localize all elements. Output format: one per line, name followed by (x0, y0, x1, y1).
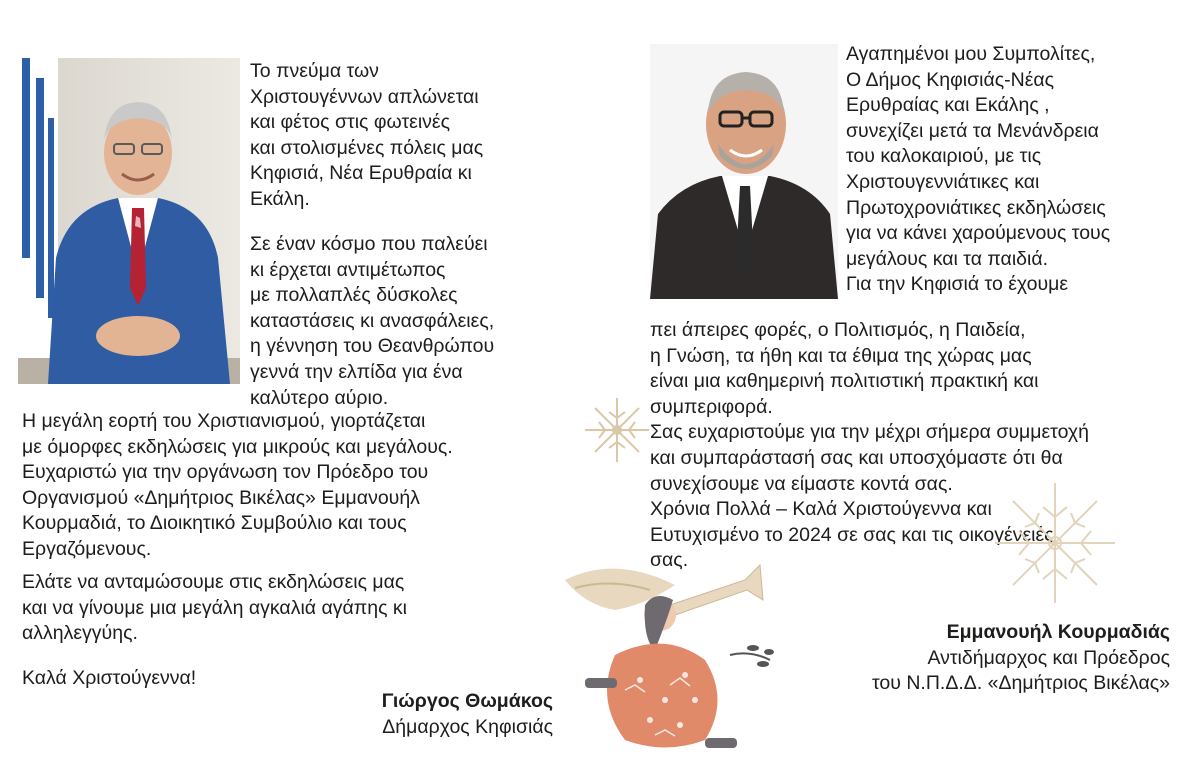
text-line: Αγαπημένοι μου Συμπολίτες, (846, 43, 1096, 65)
text-line: Η μεγάλη εορτή του Χριστιανισμού, γιορτάζεται (22, 410, 426, 432)
mayor-photo (18, 58, 240, 384)
text-line: και να γίνουμε μια μεγάλη αγκαλιά αγάπης κι (22, 596, 407, 619)
text-line: αλληλεγγύης. (22, 622, 138, 645)
angel-illustration (555, 560, 785, 750)
text-line: συμπεριφορά. (650, 395, 773, 418)
text-line: καλύτερο αύριο. (250, 386, 389, 409)
text-line: για να κάνει χαρούμενους τους (846, 222, 1111, 245)
text-line: Κουρμαδιά, το Διοικητικό Συμβούλιο και τους (22, 512, 407, 535)
text-line: Το πνεύμα των (250, 60, 379, 82)
vice-mayor-title-line1: Αντιδήμαρχος και Πρόεδρος (927, 646, 1170, 669)
mayor-portrait-illustration (18, 58, 240, 384)
snowflake-icon (582, 395, 652, 465)
text-line: Ελάτε να ανταμώσουμε στις εκδηλώσεις μας (22, 571, 405, 593)
text-line: κι έρχεται αντιμέτωπος (250, 258, 446, 281)
text-line: Χριστουγεννιάτικες και (846, 170, 1040, 193)
text-line: Ευτυχισμένο το 2024 σε σας και τις οικογένειές (650, 523, 1054, 546)
text-line: συνεχίζει μετά τα Μενάνδρεια (846, 119, 1099, 142)
left-world-paragraph (250, 232, 494, 411)
mayor-title: Δήμαρχος Κηφισιάς (382, 715, 553, 738)
text-line: με πολλαπλές δύσκολες (250, 284, 458, 307)
text-line: και συμπαράστασή σας και υποσχόμαστε ότι θα (650, 446, 1063, 469)
text-line: Σε έναν κόσμο που παλεύει (250, 233, 488, 255)
text-line: Εργαζόμενους. (22, 537, 152, 560)
text-line: Για την Κηφισιά το έχουμε (846, 273, 1069, 296)
text-line: Πρωτοχρονιάτικες εκδηλώσεις (846, 196, 1106, 219)
text-line: Ευχαριστώ για την οργάνωση τον Πρόεδρο του (22, 461, 429, 484)
text-line: συνεχίσουμε να είμαστε κοντά σας. (650, 472, 953, 495)
text-line: πει άπειρες φορές, ο Πολιτισμός, η Παιδεία, (650, 319, 1026, 341)
vice-mayor-photo (650, 44, 838, 299)
left-invite-paragraph (22, 570, 407, 647)
text-line: Σας ευχαριστούμε για την μέχρι σήμερα συμμετοχή (650, 421, 1090, 444)
text-line: σας. (650, 549, 689, 572)
right-message-paragraph (846, 42, 1110, 298)
text-line: με όμορφες εκδηλώσεις για μικρούς και μεγάλους. (22, 435, 453, 458)
text-line: γεννά την ελπίδα για ένα (250, 360, 463, 383)
text-line: καταστάσεις κι ανασφάλειες, (250, 309, 495, 332)
text-line: Χρόνια Πολλά – Καλά Χριστούγεννα και (650, 498, 992, 521)
vice-mayor-title-line2: του Ν.Π.Δ.Δ. «Δημήτριος Βικέλας» (872, 672, 1170, 695)
text-line: Χριστουγέννων απλώνεται (250, 85, 479, 108)
text-line: Ο Δήμος Κηφισιάς-Νέας (846, 68, 1055, 91)
text-line: είναι μια καθημερινή πολιτιστική πρακτική και (650, 370, 1039, 393)
text-line: μεγάλους και τα παιδιά. (846, 247, 1049, 270)
snowflake-icon (990, 478, 1120, 608)
text-line: Οργανισμού «Δημήτριος Βικέλας» Εμμανουήλ (22, 486, 420, 509)
vice-mayor-signature (800, 620, 1170, 697)
text-line: και φέτος στις φωτεινές (250, 111, 451, 134)
text-line: Ερυθραίας και Εκάλης , (846, 94, 1050, 117)
text-line: η γέννηση του Θεανθρώπου (250, 335, 495, 358)
mayor-signature (340, 689, 553, 740)
left-closing: Καλά Χριστούγεννα! (22, 667, 197, 689)
left-feast-paragraph (22, 409, 453, 563)
vice-mayor-portrait-illustration (650, 44, 838, 299)
text-line: του καλοκαιριού, με τις (846, 145, 1042, 168)
mayor-name: Γιώργος Θωμάκος (381, 690, 553, 712)
text-line: η Γνώση, τα ήθη και τα έθιμα της χώρας μας (650, 344, 1032, 367)
left-intro-paragraph (250, 59, 483, 213)
text-line: Εκάλη. (250, 187, 310, 210)
text-line: Κηφισιά, Νέα Ερυθραία κι (250, 162, 472, 185)
vice-mayor-name: Εμμανουήλ Κουρμαδιάς (946, 621, 1170, 643)
text-line: και στολισμένες πόλεις μας (250, 136, 484, 159)
